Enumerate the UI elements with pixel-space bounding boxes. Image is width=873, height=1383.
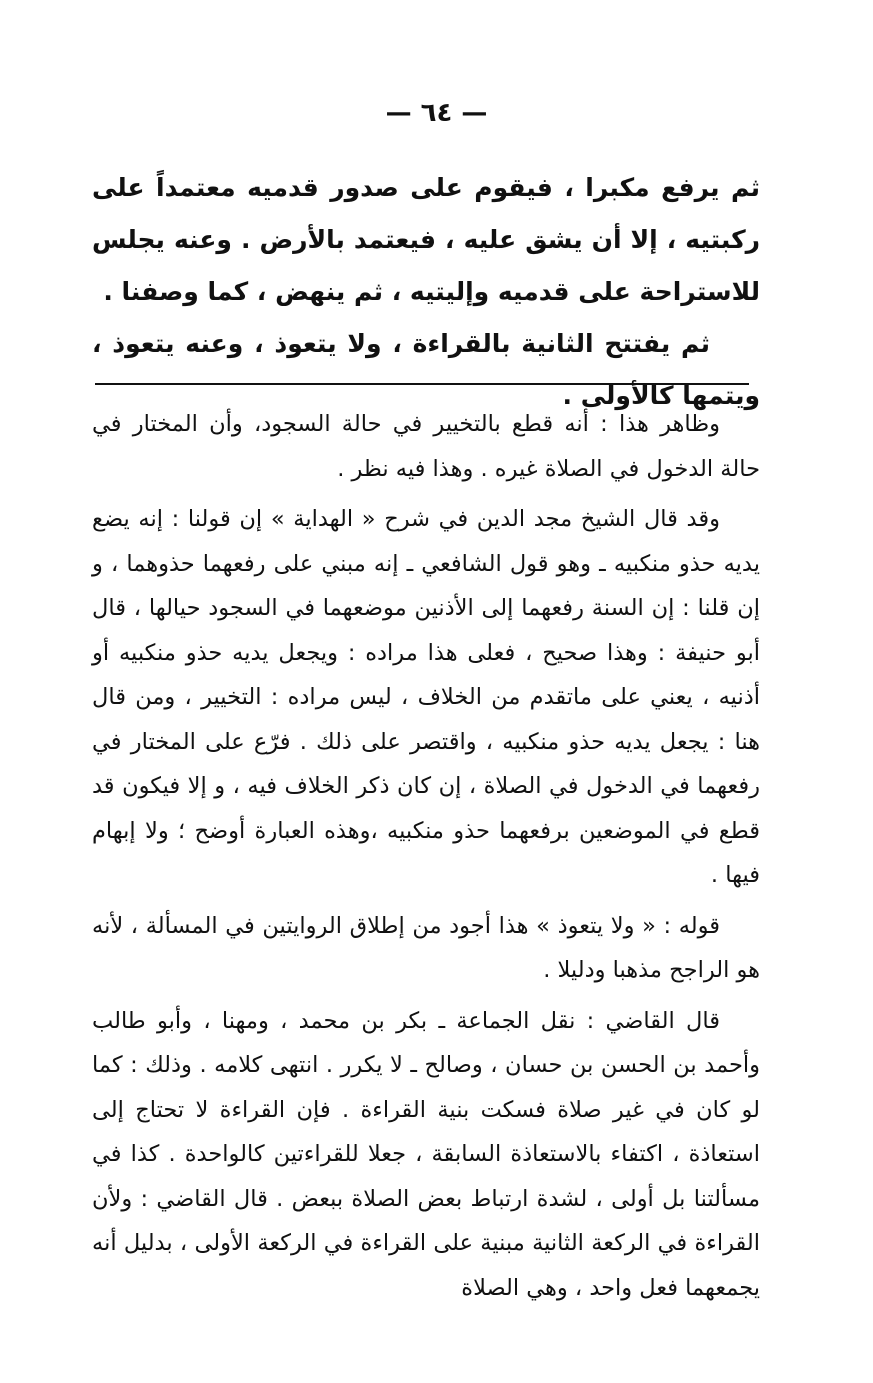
notes-paragraph: وظاهر هذا : أنه قطع بالتخيير في حالة السجود، وأن المختار في حالة الدخول في الصلاة غيره . وهذا فيه نظر . — [92, 411, 760, 482]
main-paragraph: ثم يرفع مكبرا ، فيقوم على صدور قدميه معتمداً على ركبتيه ، إلا أن يشق عليه ، فيعتمد بالأرض . وعنه يجلس للاستراحة على قدميه وإليتيه ، ثم ينهض ، كما وصفنا . — [92, 173, 760, 306]
main-paragraph: ثم يفتتح الثانية بالقراءة ، ولا يتعوذ ، وعنه يتعوذ ، ويتمها كالأولى . — [92, 329, 760, 410]
notes-paragraph: قوله : « ولا يتعوذ » هذا أجود من إطلاق الروايتين في المسألة ، لأنه هو الراجح مذهبا ودليلا . — [92, 912, 760, 983]
notes-paragraph: وقد قال الشيخ مجد الدين في شرح « الهداية » إن قولنا : إنه يضع يديه حذو منكبيه ـ وهو قول الشافعي ـ إنه مبني على رفعهما حذوهما ، و إن قلنا : إن السنة رفعهما إلى الأذنين موضعهما في السجود حيالها ، قال أبو حنيفة : وهذا صحيح ، فعلى هذا مراده : ويجعل يديه حذو منكبيه أو أذنيه ، يعني على ماتقدم من الخلاف ، ليس مراده : التخيير ، ومن قال هنا : يجعل يديه حذو منكبيه ، واقتصر على ذلك . فرّع على المختار في رفعهما في الدخول في الصلاة ، إن كان ذكر الخلاف فيه ، و إلا فيكون قد قطع في الموضعين برفعهما حذو منكبيه ،وهذه العبارة أوضح ؛ ولا إبهام فيها . — [92, 506, 760, 888]
page-number: — ٦٤ — — [385, 98, 488, 128]
notes-paragraph: قال القاضي : نقل الجماعة ـ بكر بن محمد ، ومهنا ، وأبو طالب وأحمد بن الحسن بن حسان ، وصالح ـ لا يكرر . انتهى كلامه . وذلك : كما لو كان في غير صلاة فسكت بنية القراءة . فإن القراءة لا تحتاج إلى استعاذة ، اكتفاء بالاستعاذة السابقة ، جعلا للقراءتين كالواحدة . كذا في مسألتنا بل أولى ، لشدة ارتباط بعض الصلاة ببعض . قال القاضي : ولأن القراءة في الركعة الثانية مبنية على القراءة في الركعة الأولى ، بدليل أنه يجمعهما فعل واحد ، وهي الصلاة — [92, 1007, 760, 1301]
commentary-notes — [92, 402, 760, 1316]
footnote-divider — [95, 383, 749, 385]
